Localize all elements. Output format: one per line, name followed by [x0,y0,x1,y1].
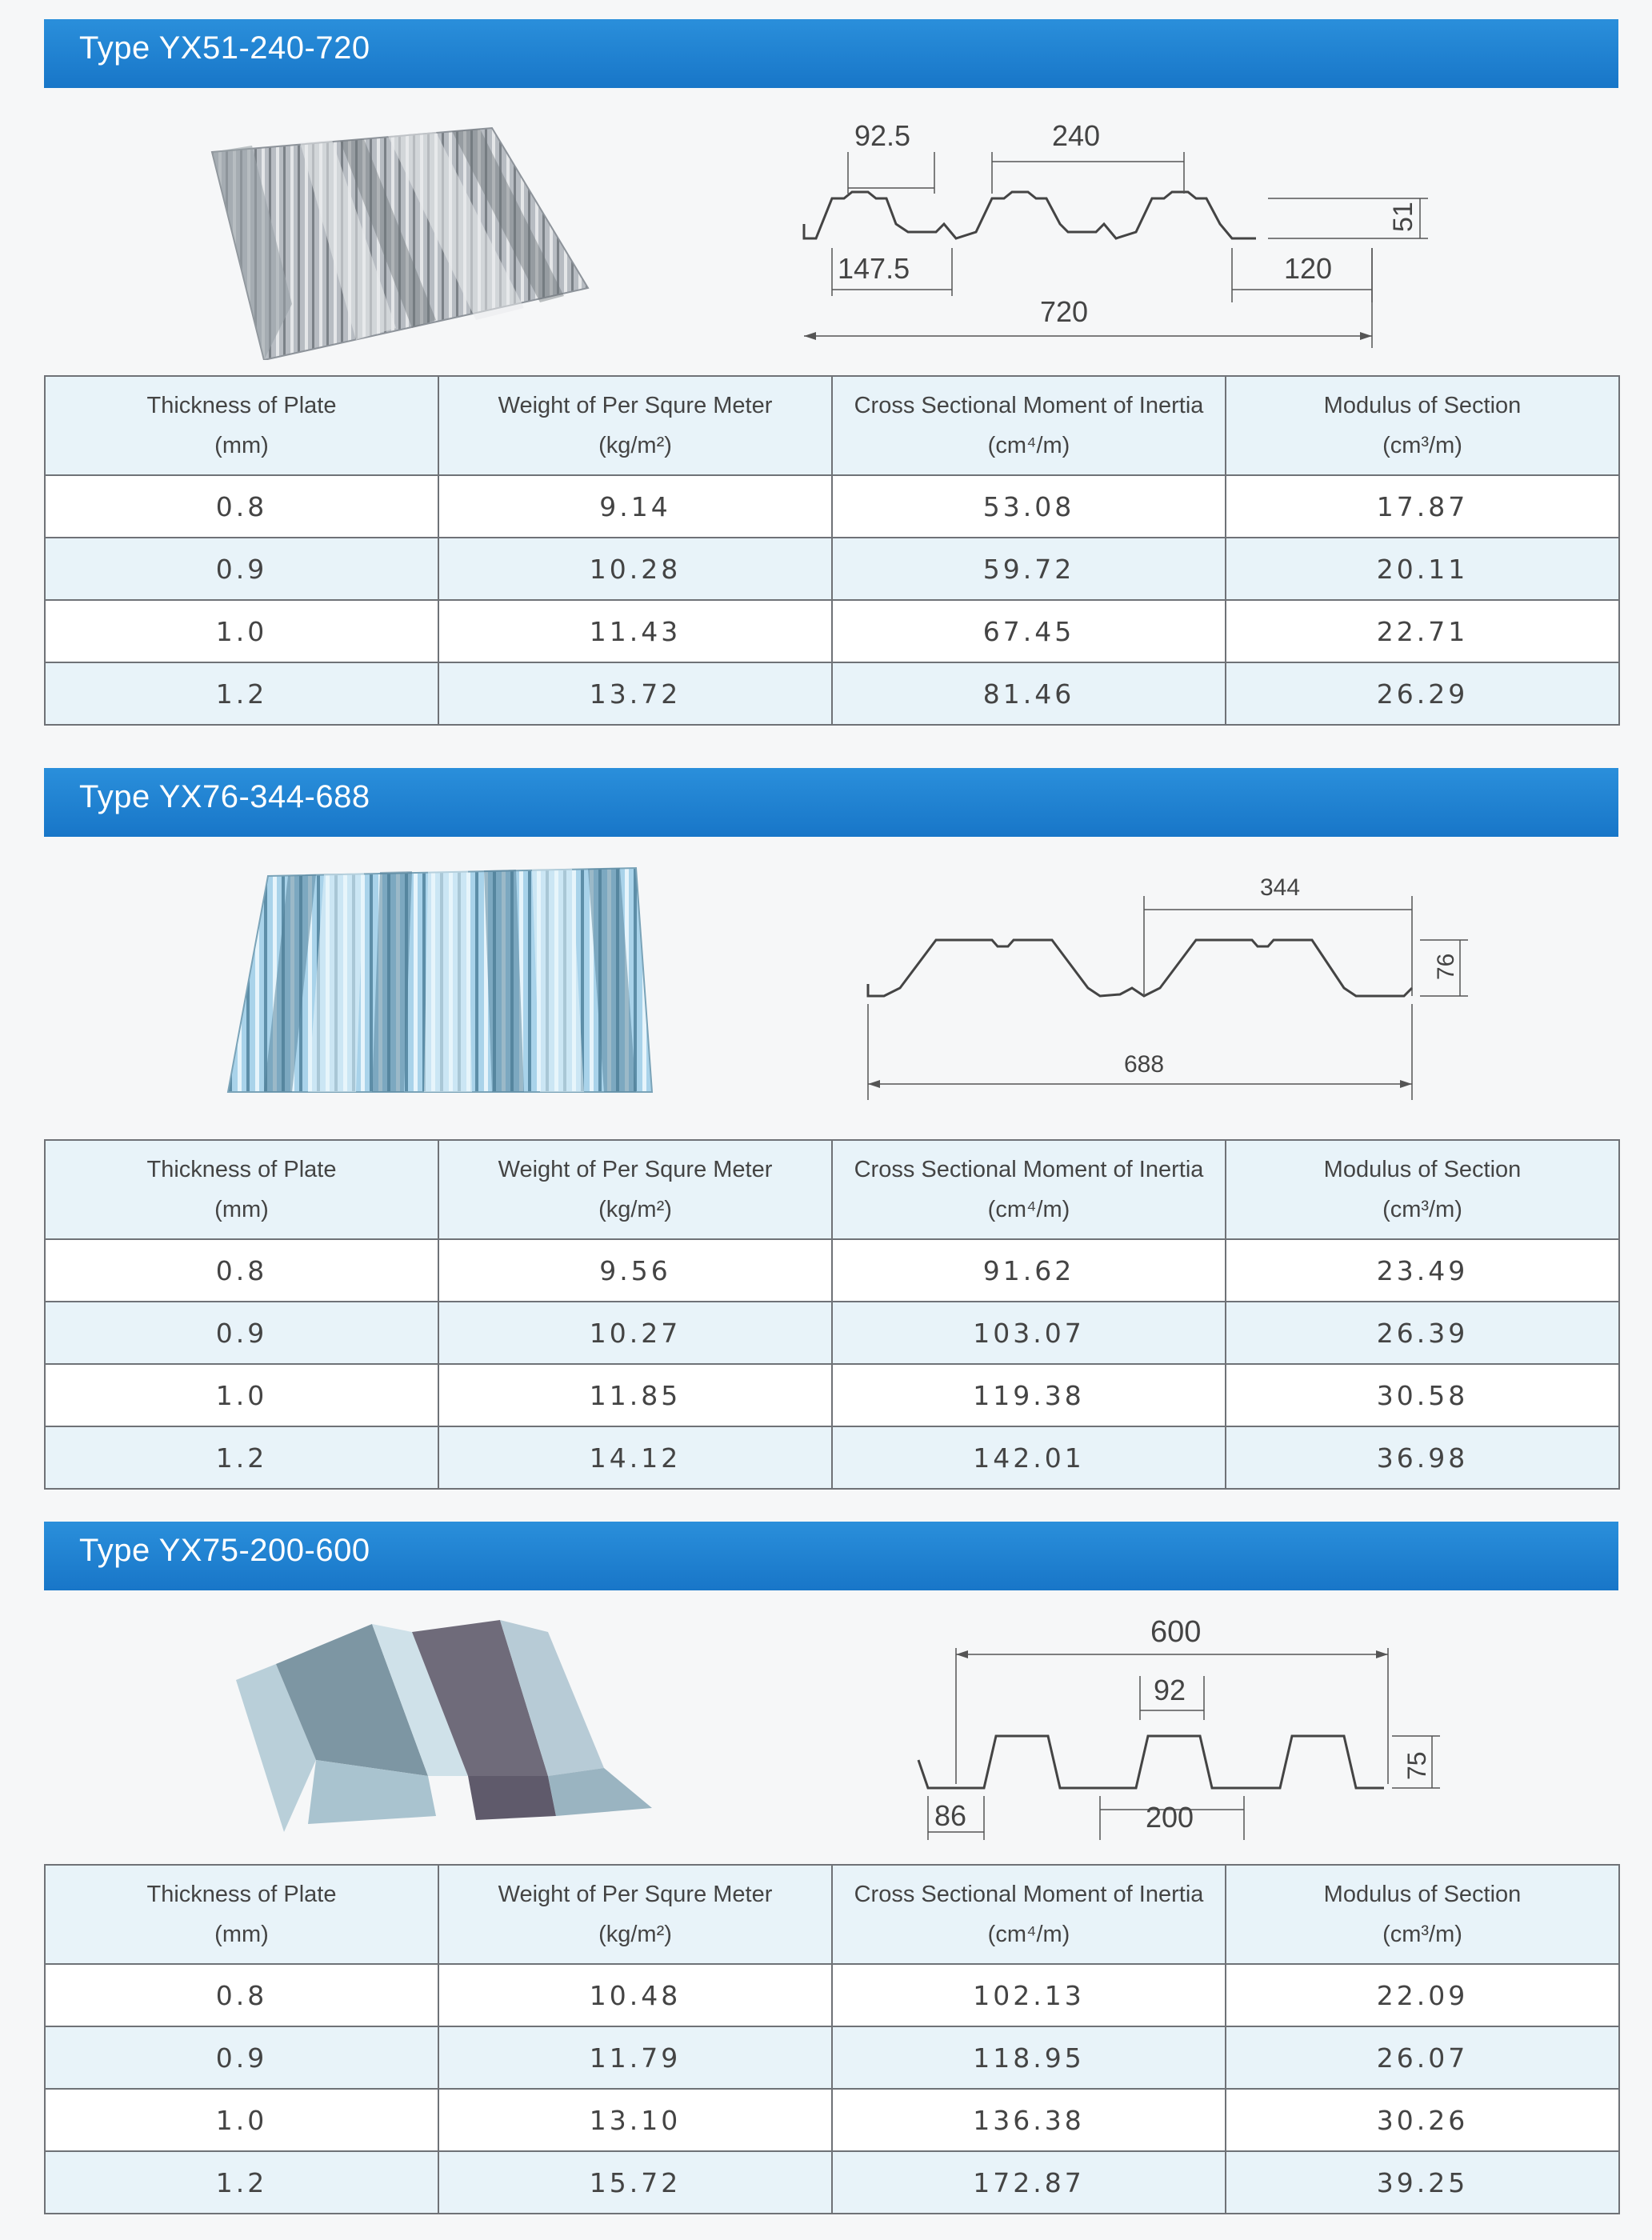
profile-drawing-3 [896,1600,1456,1840]
cell: 10.28 [438,538,832,600]
dim-label: 240 [1052,119,1101,152]
table-row [45,2151,1619,2214]
cell: 22.71 [1226,600,1619,662]
cell: 119.38 [832,1364,1226,1426]
cell: 67.45 [832,600,1226,662]
table-row [45,1426,1619,1489]
table-row [45,475,1619,538]
table-row [45,662,1619,725]
cell: 81.46 [832,662,1226,725]
spec-table-3 [44,1864,1620,2214]
header-modulus: Modulus of Section (cm³/m) [1226,1140,1619,1239]
cell: 1.2 [45,1426,438,1489]
table-header-row [45,1140,1619,1239]
section-banner-3 [44,1522,1618,1590]
cell: 136.38 [832,2089,1226,2151]
cell: 9.56 [438,1239,832,1302]
cell: 172.87 [832,2151,1226,2214]
cell: 39.25 [1226,2151,1619,2214]
cell: 13.10 [438,2089,832,2151]
table-row [45,2026,1619,2089]
header-weight: Weight of Per Squre Meter (kg/m²) [438,1140,832,1239]
header-modulus: Modulus of Section (cm³/m) [1226,1865,1619,1964]
table-row [45,1964,1619,2026]
dim-label: 75 [1402,1751,1431,1780]
header-inertia: Cross Sectional Moment of Inertia (cm⁴/m) [832,376,1226,475]
dim-label: 200 [1146,1801,1194,1834]
cell: 1.0 [45,600,438,662]
cell: 11.43 [438,600,832,662]
dim-label: 120 [1284,252,1333,285]
dim-label: 600 [1150,1615,1202,1649]
table-row [45,2089,1619,2151]
cell: 0.9 [45,1302,438,1364]
cell: 22.09 [1226,1964,1619,2026]
header-weight: Weight of Per Squre Meter (kg/m²) [438,1865,832,1964]
header-thickness: Thickness of Plate (mm) [45,376,438,475]
cell: 53.08 [832,475,1226,538]
table-row [45,538,1619,600]
cell: 0.9 [45,2026,438,2089]
cell: 1.2 [45,2151,438,2214]
table-header-row [45,376,1619,475]
deck-photo-1 [204,104,596,360]
cell: 142.01 [832,1426,1226,1489]
cell: 102.13 [832,1964,1226,2026]
cell: 14.12 [438,1426,832,1489]
cell: 30.58 [1226,1364,1619,1426]
cell: 13.72 [438,662,832,725]
header-inertia: Cross Sectional Moment of Inertia (cm⁴/m) [832,1865,1226,1964]
cell: 17.87 [1226,475,1619,538]
dim-label: 92 [1154,1674,1186,1706]
table-row [45,1302,1619,1364]
cell: 103.07 [832,1302,1226,1364]
header-thickness: Thickness of Plate (mm) [45,1140,438,1239]
cell: 9.14 [438,475,832,538]
dim-label: 147.5 [838,252,910,285]
dim-label: 688 [1124,1051,1165,1078]
header-modulus: Modulus of Section (cm³/m) [1226,376,1619,475]
spec-table-2 [44,1139,1620,1490]
cell: 36.98 [1226,1426,1619,1489]
table-row [45,600,1619,662]
header-weight: Weight of Per Squre Meter (kg/m²) [438,376,832,475]
dim-label: 92.5 [854,119,911,152]
dim-label: 720 [1040,295,1089,328]
header-inertia: Cross Sectional Moment of Inertia (cm⁴/m) [832,1140,1226,1239]
cell: 30.26 [1226,2089,1619,2151]
dim-label: 51 [1388,202,1418,232]
cell: 10.48 [438,1964,832,2026]
section-title: Type YX76-344-688 [79,779,370,814]
cell: 0.8 [45,475,438,538]
cell: 59.72 [832,538,1226,600]
dim-label: 344 [1260,874,1301,901]
cell: 10.27 [438,1302,832,1364]
deck-photo-2 [220,860,668,1100]
cell: 26.07 [1226,2026,1619,2089]
dim-label: 86 [934,1799,967,1832]
cell: 0.9 [45,538,438,600]
cell: 15.72 [438,2151,832,2214]
cell: 1.2 [45,662,438,725]
profile-drawing-2 [860,868,1484,1108]
cell: 11.85 [438,1364,832,1426]
table-row [45,1239,1619,1302]
cell: 11.79 [438,2026,832,2089]
deck-photo-3 [228,1616,660,1840]
profile-drawing-1 [788,104,1444,360]
section-banner-2 [44,768,1618,837]
cell: 23.49 [1226,1239,1619,1302]
dim-label: 76 [1433,953,1459,980]
cell: 0.8 [45,1964,438,2026]
spec-table-1 [44,375,1620,726]
cell: 26.29 [1226,662,1619,725]
cell: 91.62 [832,1239,1226,1302]
section-title: Type YX75-200-600 [79,1533,370,1568]
cell: 20.11 [1226,538,1619,600]
cell: 26.39 [1226,1302,1619,1364]
cell: 1.0 [45,2089,438,2151]
cell: 1.0 [45,1364,438,1426]
section-banner-1 [44,19,1618,88]
section-title: Type YX51-240-720 [79,30,370,66]
header-thickness: Thickness of Plate (mm) [45,1865,438,1964]
cell: 118.95 [832,2026,1226,2089]
cell: 0.8 [45,1239,438,1302]
table-row [45,1364,1619,1426]
table-header-row [45,1865,1619,1964]
